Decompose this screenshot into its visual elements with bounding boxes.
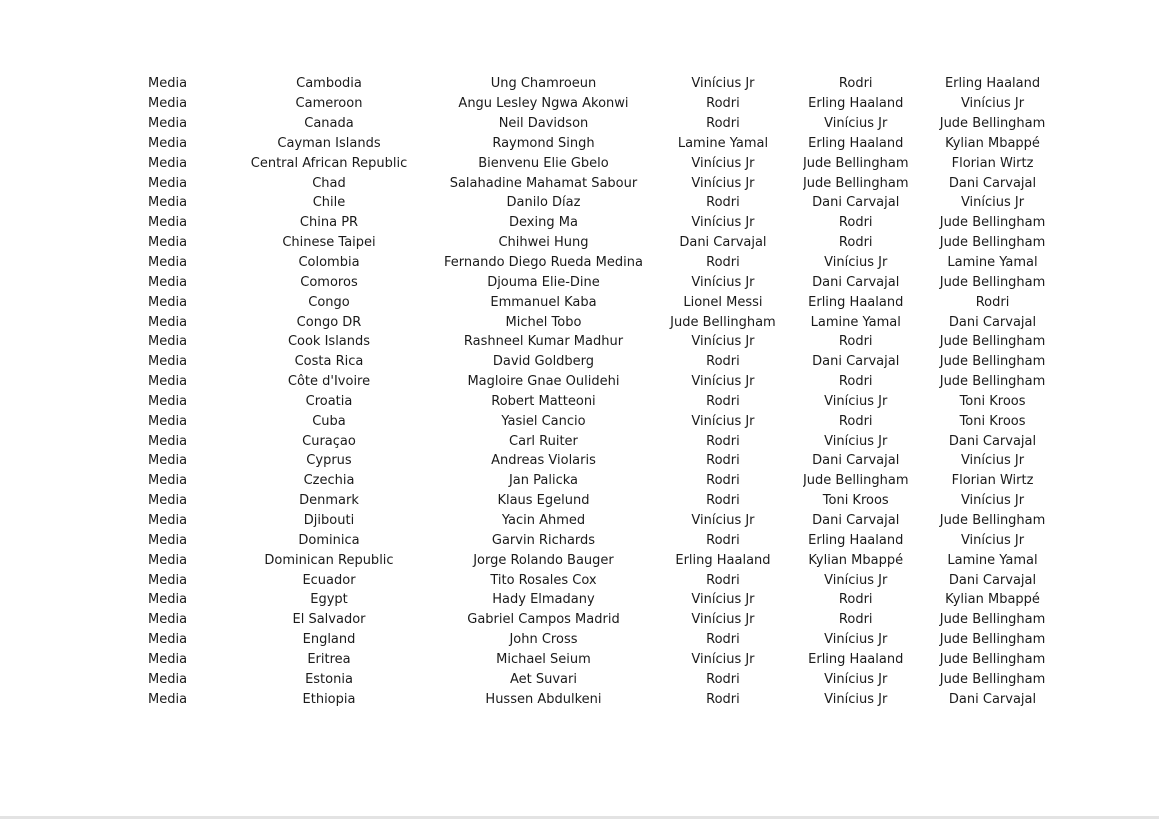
first-choice-cell: Vinícius Jr bbox=[691, 592, 755, 608]
voter-category-cell: Media bbox=[148, 274, 188, 290]
country-cell: Côte d'Ivoire bbox=[287, 374, 371, 390]
voter-category-cell: Media bbox=[148, 393, 188, 409]
table-row bbox=[134, 173, 1077, 193]
country-cell: Chad bbox=[312, 175, 346, 191]
country-cell: Comoros bbox=[300, 274, 358, 290]
country-cell: Ecuador bbox=[302, 572, 356, 588]
first-choice-cell: Rodri bbox=[706, 532, 740, 548]
country-cell: Cambodia bbox=[296, 76, 362, 92]
voter-name-cell: Hussen Abdulkeni bbox=[485, 691, 602, 707]
voter-name-cell: Rashneel Kumar Madhur bbox=[463, 334, 624, 350]
third-choice-cell: Florian Wirtz bbox=[951, 473, 1034, 489]
voter-name-cell: Aet Suvari bbox=[509, 671, 577, 687]
voter-category-cell: Media bbox=[148, 135, 188, 151]
voter-category-cell: Media bbox=[148, 255, 188, 271]
table-row bbox=[134, 610, 1077, 630]
voter-category-cell: Media bbox=[148, 632, 188, 648]
third-choice-cell: Jude Bellingham bbox=[939, 374, 1046, 390]
voter-category-cell: Media bbox=[148, 552, 188, 568]
voter-category-cell: Media bbox=[148, 512, 188, 528]
votes-table bbox=[134, 74, 1077, 709]
table-row bbox=[134, 213, 1077, 233]
third-choice-cell: Lamine Yamal bbox=[947, 552, 1038, 568]
voter-name-cell: Yacin Ahmed bbox=[501, 512, 586, 528]
third-choice-cell: Lamine Yamal bbox=[947, 255, 1038, 271]
second-choice-cell: Dani Carvajal bbox=[812, 274, 900, 290]
voter-name-cell: Fernando Diego Rueda Medina bbox=[444, 255, 643, 271]
country-cell: Ethiopia bbox=[302, 691, 356, 707]
second-choice-cell: Kylian Mbappé bbox=[808, 552, 904, 568]
second-choice-cell: Dani Carvajal bbox=[812, 195, 900, 211]
third-choice-cell: Jude Bellingham bbox=[939, 235, 1046, 251]
voter-category-cell: Media bbox=[148, 314, 188, 330]
table-row bbox=[134, 253, 1077, 273]
table-row bbox=[134, 669, 1077, 689]
first-choice-cell: Rodri bbox=[706, 96, 740, 112]
second-choice-cell: Dani Carvajal bbox=[812, 354, 900, 370]
voter-name-cell: Hady Elmadany bbox=[492, 592, 595, 608]
voter-name-cell: Djouma Elie-Dine bbox=[487, 274, 600, 290]
country-cell: Egypt bbox=[310, 592, 348, 608]
country-cell: Cook Islands bbox=[287, 334, 371, 350]
third-choice-cell: Jude Bellingham bbox=[939, 116, 1046, 132]
third-choice-cell: Vinícius Jr bbox=[960, 532, 1025, 548]
first-choice-cell: Rodri bbox=[706, 632, 740, 648]
first-choice-cell: Vinícius Jr bbox=[691, 651, 755, 667]
voter-name-cell: Robert Matteoni bbox=[491, 393, 596, 409]
table-row bbox=[134, 233, 1077, 253]
voter-category-cell: Media bbox=[148, 671, 188, 687]
second-choice-cell: Dani Carvajal bbox=[812, 512, 900, 528]
first-choice-cell: Rodri bbox=[706, 671, 740, 687]
country-cell: Djibouti bbox=[303, 512, 355, 528]
second-choice-cell: Rodri bbox=[838, 612, 873, 628]
country-cell: Croatia bbox=[305, 393, 353, 409]
voter-category-cell: Media bbox=[148, 413, 188, 429]
voter-category-cell: Media bbox=[148, 96, 188, 112]
second-choice-cell: Jude Bellingham bbox=[802, 473, 909, 489]
second-choice-cell: Jude Bellingham bbox=[802, 175, 909, 191]
table-row bbox=[134, 94, 1077, 114]
second-choice-cell: Vinícius Jr bbox=[824, 572, 888, 588]
country-cell: England bbox=[302, 632, 356, 648]
country-cell: Costa Rica bbox=[294, 354, 364, 370]
country-cell: Congo DR bbox=[296, 314, 362, 330]
voter-name-cell: Dexing Ma bbox=[509, 215, 578, 231]
third-choice-cell: Rodri bbox=[975, 294, 1010, 310]
third-choice-cell: Toni Kroos bbox=[959, 413, 1026, 429]
country-cell: Dominican Republic bbox=[264, 552, 394, 568]
voter-name-cell: Ung Chamroeun bbox=[490, 76, 597, 92]
voter-category-cell: Media bbox=[148, 215, 188, 231]
voter-name-cell: Klaus Egelund bbox=[497, 493, 590, 509]
second-choice-cell: Rodri bbox=[838, 374, 873, 390]
voter-category-cell: Media bbox=[148, 612, 188, 628]
voter-name-cell: Bienvenu Elie Gbelo bbox=[478, 155, 609, 171]
table-row bbox=[134, 392, 1077, 412]
third-choice-cell: Dani Carvajal bbox=[948, 691, 1037, 707]
voter-category-cell: Media bbox=[148, 76, 188, 92]
first-choice-cell: Rodri bbox=[706, 354, 740, 370]
second-choice-cell: Rodri bbox=[838, 413, 873, 429]
second-choice-cell: Dani Carvajal bbox=[812, 453, 900, 469]
first-choice-cell: Rodri bbox=[706, 691, 740, 707]
table-row bbox=[134, 471, 1077, 491]
voter-category-cell: Media bbox=[148, 334, 188, 350]
table-row bbox=[134, 451, 1077, 471]
table-row bbox=[134, 649, 1077, 669]
first-choice-cell: Rodri bbox=[706, 572, 740, 588]
first-choice-cell: Rodri bbox=[706, 453, 740, 469]
table-row bbox=[134, 312, 1077, 332]
third-choice-cell: Toni Kroos bbox=[959, 393, 1026, 409]
country-cell: Cyprus bbox=[306, 453, 352, 469]
voter-category-cell: Media bbox=[148, 354, 188, 370]
first-choice-cell: Vinícius Jr bbox=[691, 512, 755, 528]
voter-category-cell: Media bbox=[148, 155, 188, 171]
second-choice-cell: Rodri bbox=[838, 76, 873, 92]
first-choice-cell: Vinícius Jr bbox=[691, 76, 755, 92]
first-choice-cell: Rodri bbox=[706, 393, 740, 409]
table-row bbox=[134, 570, 1077, 590]
voter-name-cell: Chihwei Hung bbox=[498, 235, 589, 251]
table-row bbox=[134, 491, 1077, 511]
third-choice-cell: Jude Bellingham bbox=[939, 651, 1046, 667]
voter-name-cell: Michel Tobo bbox=[505, 314, 582, 330]
second-choice-cell: Erling Haaland bbox=[808, 294, 904, 310]
third-choice-cell: Jude Bellingham bbox=[939, 671, 1046, 687]
voter-category-cell: Media bbox=[148, 592, 188, 608]
third-choice-cell: Dani Carvajal bbox=[948, 314, 1037, 330]
country-cell: China PR bbox=[299, 215, 359, 231]
second-choice-cell: Rodri bbox=[838, 334, 873, 350]
first-choice-cell: Rodri bbox=[706, 473, 740, 489]
second-choice-cell: Vinícius Jr bbox=[824, 116, 888, 132]
first-choice-cell: Vinícius Jr bbox=[691, 175, 755, 191]
third-choice-cell: Jude Bellingham bbox=[939, 354, 1046, 370]
second-choice-cell: Vinícius Jr bbox=[824, 433, 888, 449]
country-cell: Cayman Islands bbox=[277, 135, 381, 151]
voter-name-cell: Gabriel Campos Madrid bbox=[467, 612, 620, 628]
third-choice-cell: Dani Carvajal bbox=[948, 175, 1037, 191]
first-choice-cell: Lamine Yamal bbox=[677, 135, 769, 151]
country-cell: Chinese Taipei bbox=[282, 235, 376, 251]
first-choice-cell: Lionel Messi bbox=[683, 294, 763, 310]
table-row bbox=[134, 411, 1077, 431]
voter-category-cell: Media bbox=[148, 374, 188, 390]
first-choice-cell: Dani Carvajal bbox=[679, 235, 767, 251]
voter-category-cell: Media bbox=[148, 691, 188, 707]
first-choice-cell: Rodri bbox=[706, 433, 740, 449]
voter-category-cell: Media bbox=[148, 532, 188, 548]
first-choice-cell: Erling Haaland bbox=[675, 552, 771, 568]
second-choice-cell: Erling Haaland bbox=[808, 651, 904, 667]
first-choice-cell: Rodri bbox=[706, 255, 740, 271]
voter-category-cell: Media bbox=[148, 294, 188, 310]
voter-name-cell: Jan Palicka bbox=[508, 473, 578, 489]
votes-table-body bbox=[134, 74, 1077, 709]
third-choice-cell: Kylian Mbappé bbox=[945, 135, 1040, 151]
voter-name-cell: Raymond Singh bbox=[492, 135, 595, 151]
voter-name-cell: Danilo Díaz bbox=[506, 195, 581, 211]
voter-name-cell: Tito Rosales Cox bbox=[490, 572, 597, 588]
second-choice-cell: Rodri bbox=[838, 215, 873, 231]
third-choice-cell: Jude Bellingham bbox=[939, 334, 1046, 350]
table-row bbox=[134, 550, 1077, 570]
third-choice-cell: Dani Carvajal bbox=[948, 433, 1037, 449]
voter-name-cell: Carl Ruiter bbox=[509, 433, 578, 449]
third-choice-cell: Kylian Mbappé bbox=[945, 592, 1040, 608]
second-choice-cell: Vinícius Jr bbox=[824, 632, 888, 648]
third-choice-cell: Jude Bellingham bbox=[939, 612, 1046, 628]
table-row bbox=[134, 372, 1077, 392]
voter-name-cell: John Cross bbox=[509, 632, 578, 648]
second-choice-cell: Rodri bbox=[838, 235, 873, 251]
table-row bbox=[134, 431, 1077, 451]
table-row bbox=[134, 689, 1077, 709]
voter-category-cell: Media bbox=[148, 116, 188, 132]
first-choice-cell: Vinícius Jr bbox=[691, 413, 755, 429]
country-cell: Denmark bbox=[299, 493, 359, 509]
table-row bbox=[134, 114, 1077, 134]
voter-name-cell: David Goldberg bbox=[492, 354, 595, 370]
country-cell: Canada bbox=[304, 116, 354, 132]
country-cell: Eritrea bbox=[307, 651, 351, 667]
table-row bbox=[134, 332, 1077, 352]
second-choice-cell: Lamine Yamal bbox=[810, 314, 901, 330]
voter-category-cell: Media bbox=[148, 175, 188, 191]
first-choice-cell: Vinícius Jr bbox=[691, 612, 755, 628]
country-cell: Curaçao bbox=[302, 433, 356, 449]
voter-name-cell: Angu Lesley Ngwa Akonwi bbox=[458, 96, 629, 112]
country-cell: Cameroon bbox=[295, 96, 363, 112]
voter-name-cell: Yasiel Cancio bbox=[501, 413, 586, 429]
country-cell: Czechia bbox=[303, 473, 355, 489]
table-row bbox=[134, 511, 1077, 531]
second-choice-cell: Vinícius Jr bbox=[824, 691, 888, 707]
table-row bbox=[134, 134, 1077, 154]
country-cell: El Salvador bbox=[292, 612, 366, 628]
third-choice-cell: Jude Bellingham bbox=[939, 215, 1046, 231]
voter-name-cell: Andreas Violaris bbox=[491, 453, 596, 469]
third-choice-cell: Vinícius Jr bbox=[960, 96, 1025, 112]
table-row bbox=[134, 272, 1077, 292]
third-choice-cell: Jude Bellingham bbox=[939, 632, 1046, 648]
first-choice-cell: Rodri bbox=[706, 116, 740, 132]
first-choice-cell: Jude Bellingham bbox=[670, 314, 776, 330]
country-cell: Congo bbox=[308, 294, 350, 310]
table-row bbox=[134, 153, 1077, 173]
second-choice-cell: Erling Haaland bbox=[808, 532, 904, 548]
first-choice-cell: Rodri bbox=[706, 195, 740, 211]
voter-name-cell: Jorge Rolando Bauger bbox=[473, 552, 614, 568]
second-choice-cell: Rodri bbox=[838, 592, 873, 608]
second-choice-cell: Vinícius Jr bbox=[824, 255, 888, 271]
table-row bbox=[134, 530, 1077, 550]
table-row bbox=[134, 74, 1077, 94]
voter-name-cell: Emmanuel Kaba bbox=[490, 294, 597, 310]
table-row bbox=[134, 352, 1077, 372]
voter-category-cell: Media bbox=[148, 235, 188, 251]
voter-category-cell: Media bbox=[148, 572, 188, 588]
first-choice-cell: Vinícius Jr bbox=[691, 274, 755, 290]
voter-name-cell: Neil Davidson bbox=[498, 116, 589, 132]
second-choice-cell: Erling Haaland bbox=[808, 96, 904, 112]
second-choice-cell: Toni Kroos bbox=[822, 493, 889, 509]
voter-name-cell: Magloire Gnae Oulidehi bbox=[467, 374, 620, 390]
third-choice-cell: Dani Carvajal bbox=[948, 572, 1037, 588]
second-choice-cell: Erling Haaland bbox=[808, 135, 904, 151]
voter-category-cell: Media bbox=[148, 433, 188, 449]
table-row bbox=[134, 590, 1077, 610]
first-choice-cell: Vinícius Jr bbox=[691, 334, 755, 350]
first-choice-cell: Rodri bbox=[706, 493, 740, 509]
first-choice-cell: Vinícius Jr bbox=[691, 374, 755, 390]
voter-category-cell: Media bbox=[148, 195, 188, 211]
country-cell: Colombia bbox=[298, 255, 360, 271]
voter-name-cell: Michael Seium bbox=[496, 651, 591, 667]
table-row bbox=[134, 193, 1077, 213]
voter-category-cell: Media bbox=[148, 453, 188, 469]
table-row bbox=[134, 630, 1077, 650]
voter-category-cell: Media bbox=[148, 651, 188, 667]
country-cell: Central African Republic bbox=[250, 155, 408, 171]
second-choice-cell: Vinícius Jr bbox=[824, 393, 888, 409]
third-choice-cell: Jude Bellingham bbox=[939, 274, 1046, 290]
country-cell: Chile bbox=[312, 195, 346, 211]
voter-name-cell: Salahadine Mahamat Sabour bbox=[449, 175, 638, 191]
country-cell: Estonia bbox=[305, 671, 353, 687]
third-choice-cell: Vinícius Jr bbox=[960, 195, 1025, 211]
voter-category-cell: Media bbox=[148, 493, 188, 509]
first-choice-cell: Vinícius Jr bbox=[691, 155, 755, 171]
first-choice-cell: Vinícius Jr bbox=[691, 215, 755, 231]
third-choice-cell: Vinícius Jr bbox=[960, 453, 1025, 469]
voter-name-cell: Garvin Richards bbox=[491, 532, 596, 548]
third-choice-cell: Jude Bellingham bbox=[939, 512, 1046, 528]
second-choice-cell: Jude Bellingham bbox=[802, 155, 909, 171]
third-choice-cell: Florian Wirtz bbox=[951, 155, 1034, 171]
table-row bbox=[134, 292, 1077, 312]
country-cell: Dominica bbox=[298, 532, 360, 548]
second-choice-cell: Vinícius Jr bbox=[824, 671, 888, 687]
country-cell: Cuba bbox=[312, 413, 346, 429]
third-choice-cell: Erling Haaland bbox=[944, 76, 1041, 92]
voter-category-cell: Media bbox=[148, 473, 188, 489]
third-choice-cell: Vinícius Jr bbox=[960, 493, 1025, 509]
